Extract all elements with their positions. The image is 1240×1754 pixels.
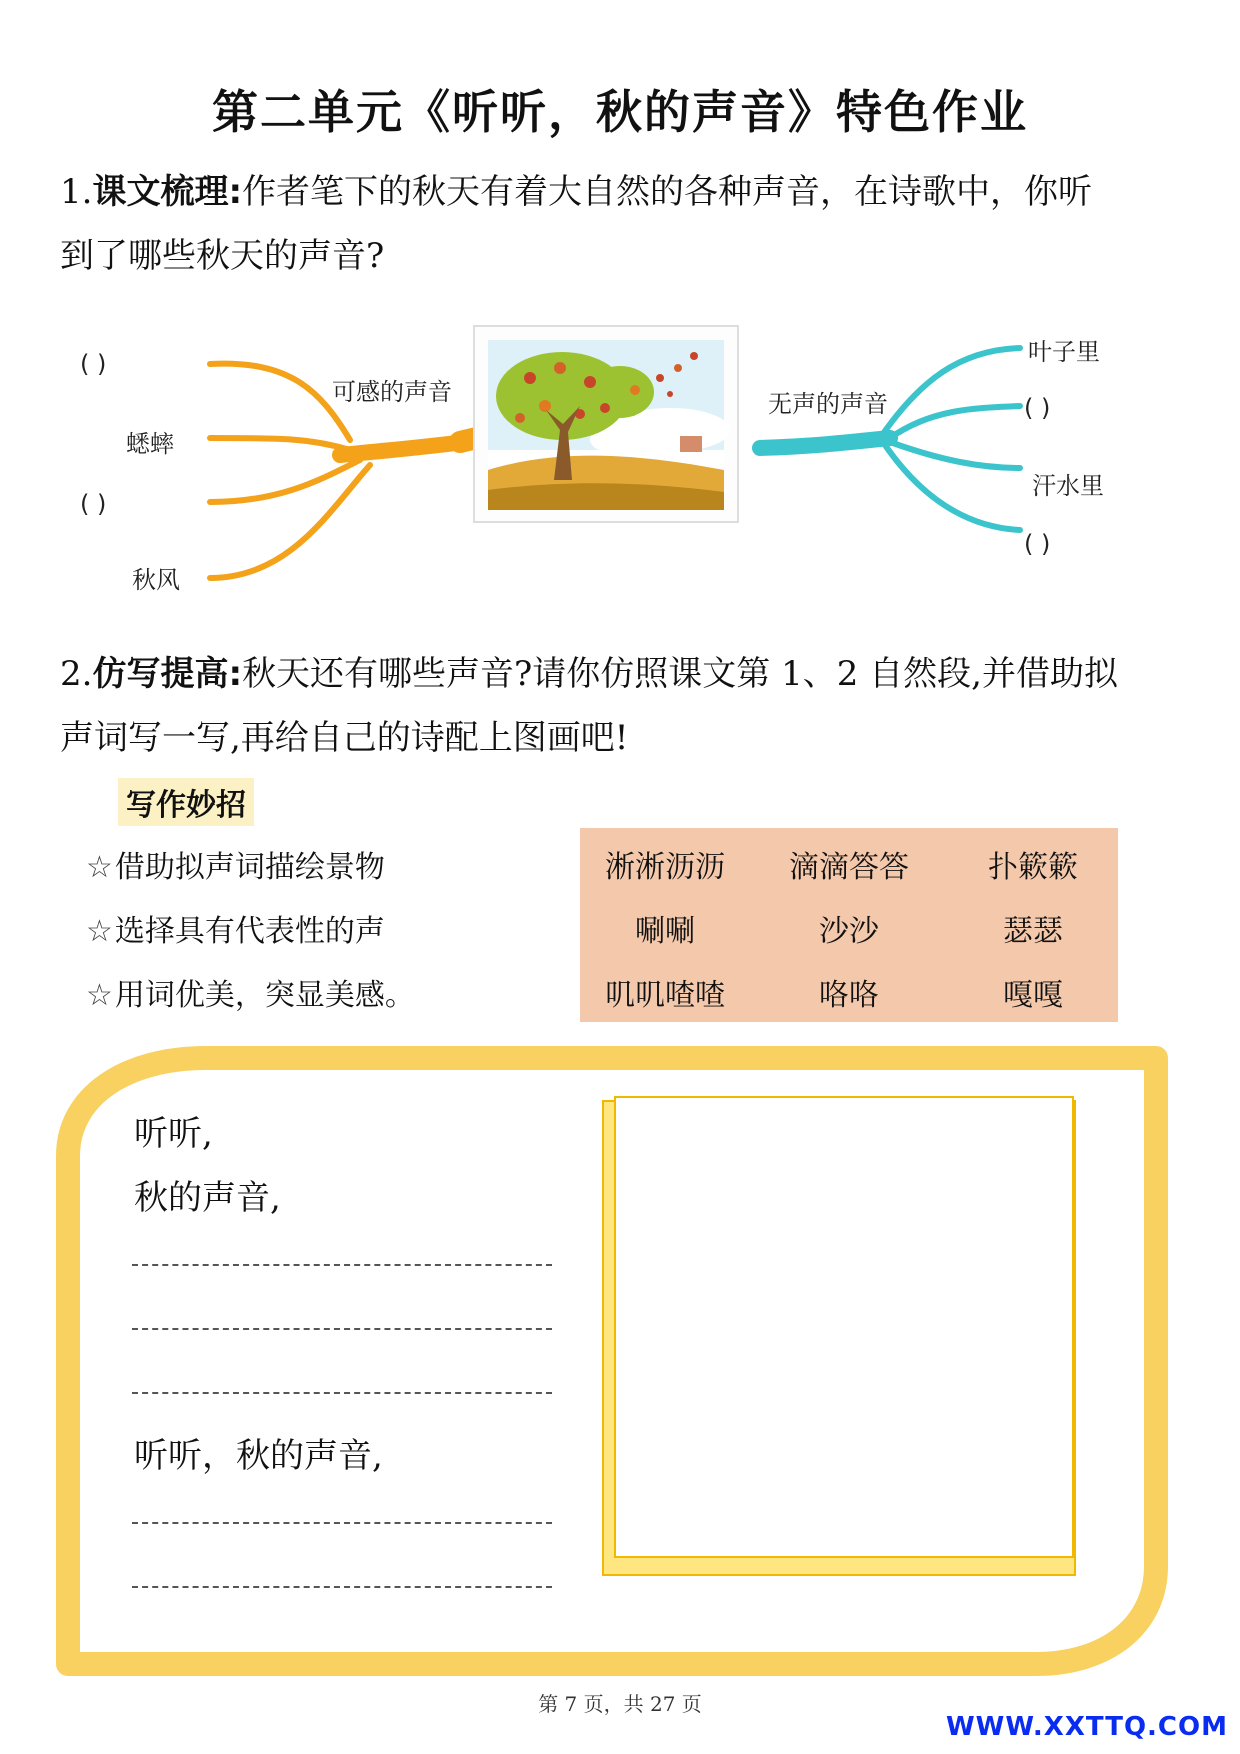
right-branches — [760, 348, 1020, 530]
answer-line[interactable] — [132, 1522, 552, 1524]
question-1 — [60, 160, 1180, 288]
poem-line-2: 秋的声音, — [134, 1178, 281, 1218]
poem-line-1: 听听, — [134, 1114, 213, 1154]
left-branch-label: 可感的声音 — [332, 378, 452, 406]
q1-heading: 课文梳理: — [92, 172, 243, 212]
word: 扑簌簌 — [988, 850, 1078, 885]
answer-line[interactable] — [132, 1392, 552, 1394]
left-item-blank-1: ( ) — [80, 350, 107, 378]
page-number: 第 7 页，共 27 页 — [538, 1692, 702, 1716]
tip-text-2: 选择具有代表性的声 — [114, 914, 385, 949]
tips-title: 写作妙招 — [118, 778, 254, 826]
answer-line[interactable] — [132, 1586, 552, 1588]
answer-line[interactable] — [132, 1328, 552, 1330]
poem-line-3: 听听，秋的声音, — [134, 1436, 383, 1476]
question-2 — [60, 642, 1180, 770]
star-icon: ☆ — [86, 914, 113, 949]
q2-text-line1: 秋天还有哪些声音?请你仿照课文第 1、2 自然段,并借助拟 — [242, 654, 1118, 694]
word: 沙沙 — [819, 914, 879, 949]
drawing-box[interactable] — [614, 1096, 1074, 1558]
word: 咯咯 — [819, 978, 879, 1013]
watermark: WWW.XXTTQ.COM — [946, 1712, 1228, 1742]
left-item-blank-2: ( ) — [80, 490, 107, 518]
tip-item — [86, 906, 385, 950]
right-item-leaves: 叶子里 — [1028, 338, 1100, 366]
word: 滴滴答答 — [789, 850, 909, 885]
right-item-blank-2: ( ) — [1024, 530, 1051, 558]
q2-number: 2. — [60, 654, 93, 694]
word: 瑟瑟 — [1003, 914, 1063, 949]
star-icon: ☆ — [86, 850, 113, 885]
page-title: 第二单元《听听，秋的声音》特色作业 — [212, 85, 1028, 139]
word: 叽叽喳喳 — [605, 978, 725, 1013]
q1-number: 1. — [60, 172, 93, 212]
tip-item — [86, 842, 385, 886]
tip-text-1: 借助拟声词描绘景物 — [114, 850, 385, 885]
word: 唰唰 — [635, 914, 695, 949]
onomatopoeia-box — [580, 828, 1118, 1022]
tip-item — [86, 970, 415, 1014]
word: 嘎嘎 — [1003, 978, 1063, 1013]
q2-heading: 仿写提高: — [92, 654, 243, 694]
left-item-cricket: 蟋蟀 — [126, 430, 174, 458]
right-item-sweat: 汗水里 — [1032, 472, 1104, 500]
answer-line[interactable] — [132, 1264, 552, 1266]
mind-map — [60, 320, 1180, 600]
autumn-scene-image — [474, 326, 738, 522]
right-branch-label: 无声的声音 — [768, 390, 888, 418]
right-item-blank-1: ( ) — [1024, 394, 1051, 422]
star-icon: ☆ — [86, 978, 113, 1013]
q1-text-line2: 到了哪些秋天的声音? — [60, 236, 385, 276]
q2-text-line2: 声词写一写,再给自己的诗配上图画吧! — [60, 718, 629, 758]
q1-text-line1: 作者笔下的秋天有着大自然的各种声音，在诗歌中，你听 — [242, 172, 1093, 212]
tip-text-3: 用词优美，突显美感。 — [114, 978, 415, 1013]
mind-map-branches — [60, 320, 1180, 600]
left-item-autumn-wind: 秋风 — [132, 566, 180, 594]
word: 淅淅沥沥 — [605, 850, 725, 885]
